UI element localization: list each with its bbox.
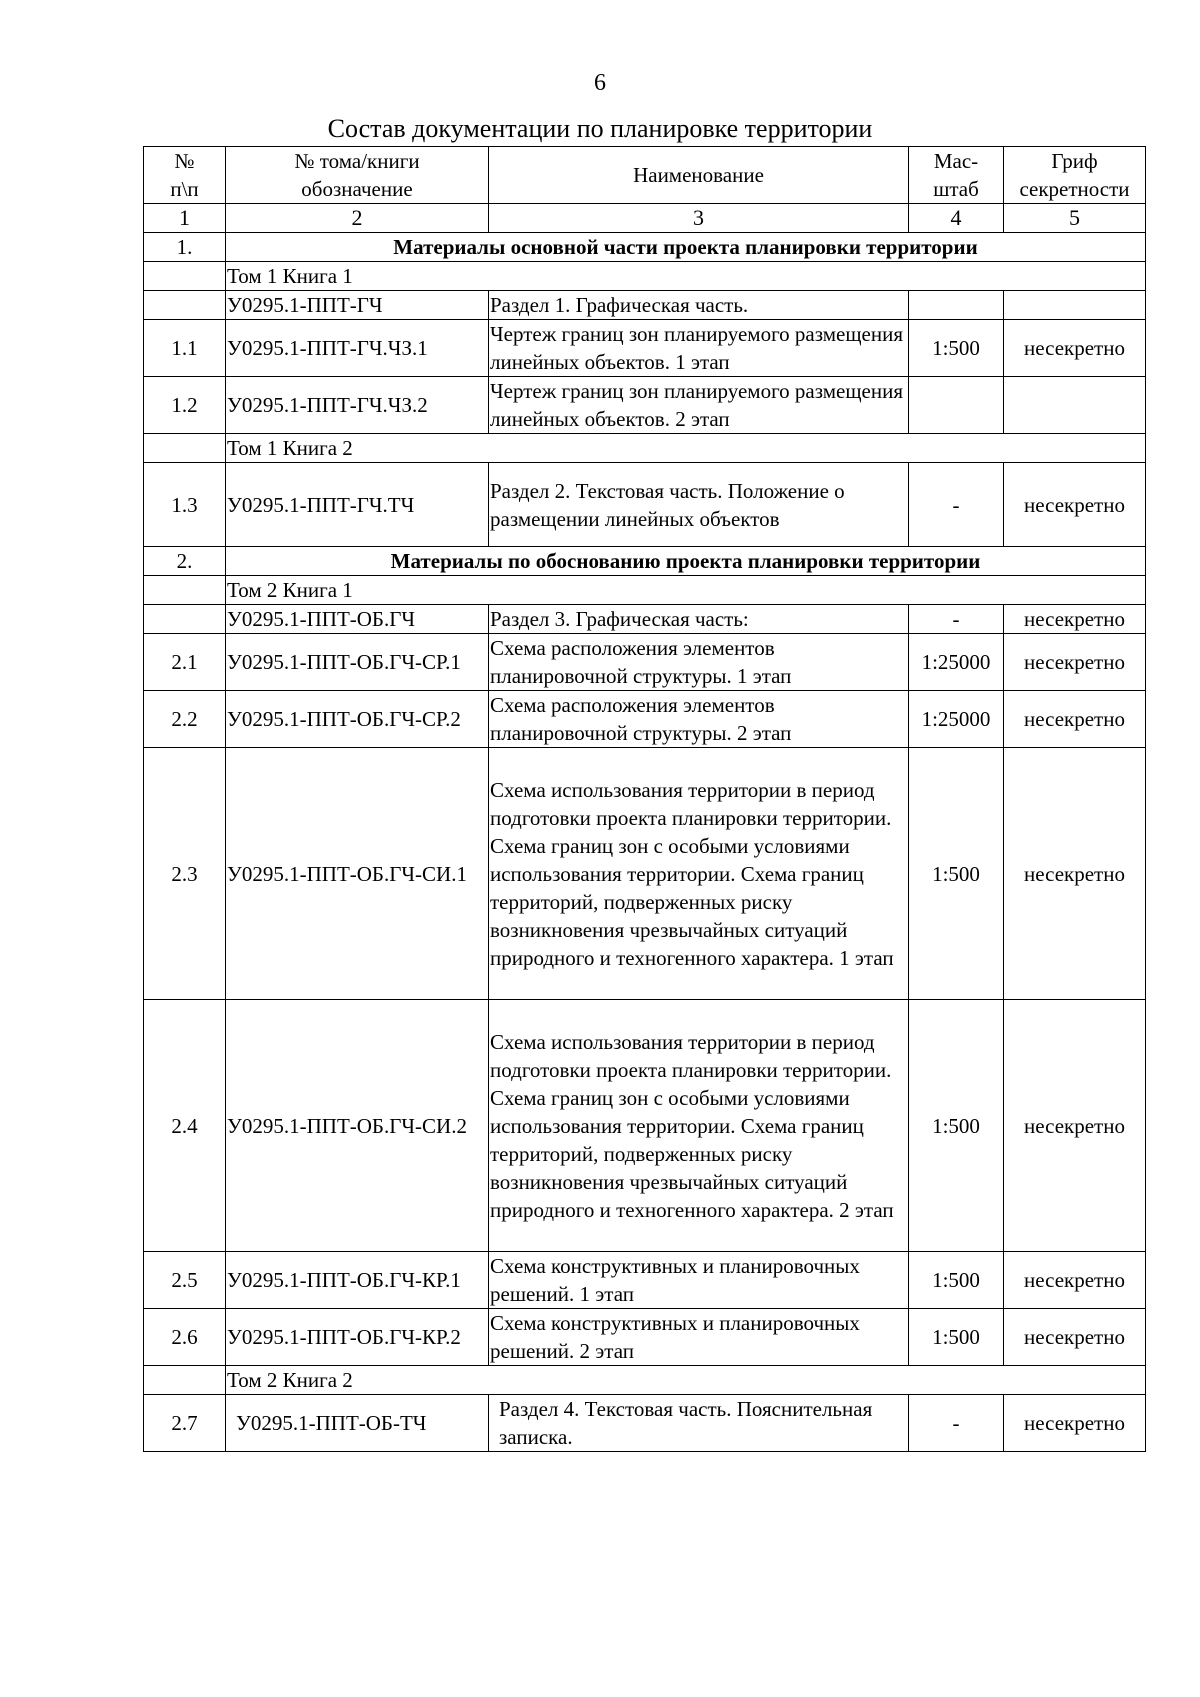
documentation-table: [143, 146, 1146, 1452]
row-name: Раздел 4. Текстовая часть. Пояснительная записка.: [489, 1395, 909, 1452]
header-row: [144, 147, 1146, 204]
row-scale: 1:500: [909, 748, 1004, 1000]
table-row: [144, 634, 1146, 691]
row-secrecy: несекретно: [1004, 1000, 1146, 1252]
row-code: У0295.1-ППТ-ОБ.ГЧ-СИ.2: [226, 1000, 489, 1252]
row-number: 2.5: [144, 1252, 226, 1309]
row-number: 1.1: [144, 320, 226, 377]
table-row: [144, 1000, 1146, 1252]
row-secrecy: несекретно: [1004, 634, 1146, 691]
book-label: Том 2 Книга 1: [226, 576, 1146, 605]
row-code: У0295.1-ППТ-ОБ.ГЧ-СР.1: [226, 634, 489, 691]
row-scale: [909, 377, 1004, 434]
section-row: [144, 233, 1146, 262]
row-secrecy: несекретно: [1004, 320, 1146, 377]
header-scale: Мас- штаб: [909, 147, 1004, 204]
row-number: 2.3: [144, 748, 226, 1000]
page-number: 6: [594, 70, 606, 96]
book-label: Том 2 Книга 2: [226, 1366, 1146, 1395]
table-row: [144, 605, 1146, 634]
header-name: Наименование: [489, 147, 909, 204]
row-name: Схема конструктивных и планировочных решений. 2 этап: [489, 1309, 909, 1366]
row-code: У0295.1-ППТ-ОБ.ГЧ: [226, 605, 489, 634]
header-volume: № тома/книги обозначение: [226, 147, 489, 204]
row-number: 1.2: [144, 377, 226, 434]
table-row: [144, 1252, 1146, 1309]
column-number: 4: [909, 204, 1004, 233]
row-name: Чертеж границ зон планируемого размещения линейных объектов. 2 этап: [489, 377, 909, 434]
row-scale: 1:25000: [909, 634, 1004, 691]
row-secrecy: несекретно: [1004, 1252, 1146, 1309]
column-number: 3: [489, 204, 909, 233]
row-code: У0295.1-ППТ-ОБ.ГЧ-КР.1: [226, 1252, 489, 1309]
book-label: Том 1 Книга 2: [226, 434, 1146, 463]
column-number: 5: [1004, 204, 1146, 233]
row-scale: -: [909, 463, 1004, 547]
section-row: [144, 547, 1146, 576]
table-row: [144, 320, 1146, 377]
row-secrecy: несекретно: [1004, 748, 1146, 1000]
column-numbers-row: [144, 204, 1146, 233]
row-number: [144, 291, 226, 320]
row-scale: -: [909, 605, 1004, 634]
table-row: [144, 291, 1146, 320]
table-row: [144, 377, 1146, 434]
section-number: 1.: [144, 233, 226, 262]
row-scale: -: [909, 1395, 1004, 1452]
row-name: Схема расположения элементов планировочной структуры. 2 этап: [489, 691, 909, 748]
table-row: [144, 691, 1146, 748]
row-secrecy: [1004, 377, 1146, 434]
section-number: 2.: [144, 547, 226, 576]
row-secrecy: несекретно: [1004, 1395, 1146, 1452]
section-title: Материалы по обоснованию проекта планировки территории: [226, 547, 1146, 576]
book-row: [144, 1366, 1146, 1395]
row-scale: 1:500: [909, 1309, 1004, 1366]
row-code: У0295.1-ППТ-ГЧ: [226, 291, 489, 320]
row-secrecy: несекретно: [1004, 463, 1146, 547]
row-number: 2.2: [144, 691, 226, 748]
row-code: У0295.1-ППТ-ОБ-ТЧ: [226, 1395, 489, 1452]
row-name: Чертеж границ зон планируемого размещения линейных объектов. 1 этап: [489, 320, 909, 377]
book-label: Том 1 Книга 1: [226, 262, 1146, 291]
row-scale: 1:25000: [909, 691, 1004, 748]
row-scale: 1:500: [909, 1000, 1004, 1252]
row-number: 2.7: [144, 1395, 226, 1452]
book-row: [144, 434, 1146, 463]
row-scale: 1:500: [909, 1252, 1004, 1309]
row-secrecy: несекретно: [1004, 1309, 1146, 1366]
book-row: [144, 576, 1146, 605]
row-number: [144, 605, 226, 634]
row-code: У0295.1-ППТ-ГЧ.ТЧ: [226, 463, 489, 547]
table-row: [144, 1395, 1146, 1452]
table-row: [144, 463, 1146, 547]
header-num: № п\п: [144, 147, 226, 204]
row-name: Раздел 3. Графическая часть:: [489, 605, 909, 634]
row-secrecy: [1004, 291, 1146, 320]
row-secrecy: несекретно: [1004, 605, 1146, 634]
row-number: 2.6: [144, 1309, 226, 1366]
row-number: 2.4: [144, 1000, 226, 1252]
document-title: Состав документации по планировке территории: [327, 114, 873, 143]
section-title: Материалы основной части проекта планировки территории: [226, 233, 1146, 262]
row-scale: [909, 291, 1004, 320]
book-row: [144, 262, 1146, 291]
table-row: [144, 748, 1146, 1000]
column-number: 2: [226, 204, 489, 233]
row-code: У0295.1-ППТ-ГЧ.ЧЗ.1: [226, 320, 489, 377]
row-scale: 1:500: [909, 320, 1004, 377]
row-name: Раздел 1. Графическая часть.: [489, 291, 909, 320]
row-name: Раздел 2. Текстовая часть. Положение о размещении линейных объектов: [489, 463, 909, 547]
row-name: Схема использования территории в период подготовки проекта планировки территории. Схема границ зон с особыми условиями использования территории. Схема границ территорий, подверженных риску возникновения чрезвычайных ситуаций природного и техногенного характера. 1 этап: [489, 748, 909, 1000]
row-secrecy: несекретно: [1004, 691, 1146, 748]
column-number: 1: [144, 204, 226, 233]
row-code: У0295.1-ППТ-ОБ.ГЧ-КР.2: [226, 1309, 489, 1366]
row-code: У0295.1-ППТ-ОБ.ГЧ-СИ.1: [226, 748, 489, 1000]
row-name: Схема расположения элементов планировочной структуры. 1 этап: [489, 634, 909, 691]
header-secrecy: Гриф секретности: [1004, 147, 1146, 204]
row-number: 1.3: [144, 463, 226, 547]
row-number: 2.1: [144, 634, 226, 691]
table-row: [144, 1309, 1146, 1366]
row-code: У0295.1-ППТ-ГЧ.ЧЗ.2: [226, 377, 489, 434]
row-name: Схема использования территории в период подготовки проекта планировки территории. Схема границ зон с особыми условиями использования территории. Схема границ территорий, подверженных риску возникновения чрезвычайных ситуаций природного и техногенного характера. 2 этап: [489, 1000, 909, 1252]
row-code: У0295.1-ППТ-ОБ.ГЧ-СР.2: [226, 691, 489, 748]
row-name: Схема конструктивных и планировочных решений. 1 этап: [489, 1252, 909, 1309]
